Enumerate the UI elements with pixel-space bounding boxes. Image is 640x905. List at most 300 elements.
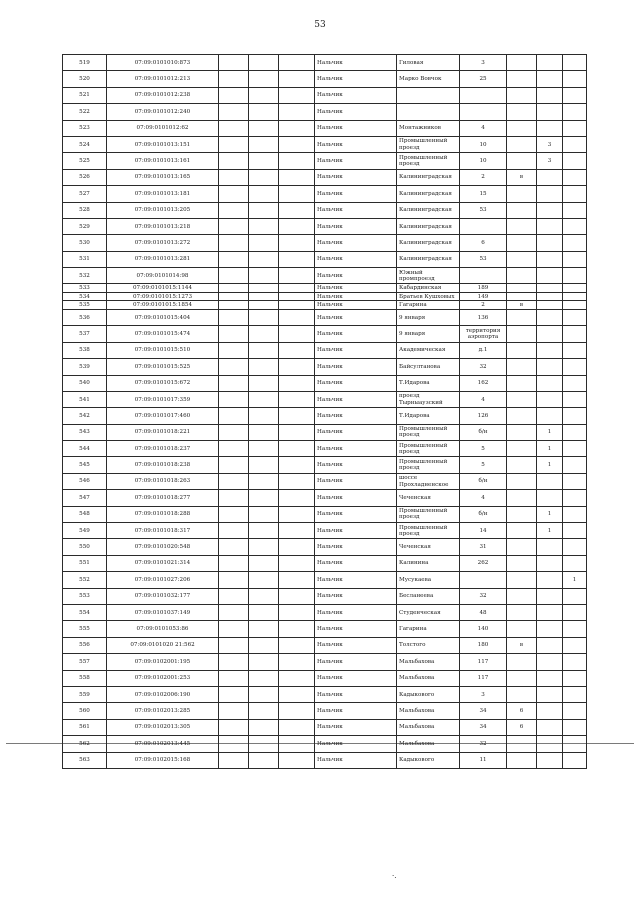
cell-building: [507, 523, 537, 539]
cell-street: [397, 87, 460, 103]
cell-unit: [537, 218, 563, 234]
cell-house: 5: [460, 441, 507, 457]
cell-building: [507, 473, 537, 489]
cell-house: 140: [460, 621, 507, 637]
cell-cadastral-number: 07:09:0101032:177: [107, 588, 219, 604]
cell-building: [507, 605, 537, 621]
cell-cadastral-number: 07:09:0102013:285: [107, 703, 219, 719]
cell-blank: [249, 752, 279, 768]
cell-blank: [219, 588, 249, 604]
cell-blank: [249, 637, 279, 653]
cell-unit: [537, 391, 563, 407]
cell-city: Нальчик: [315, 104, 397, 120]
cell-city: Нальчик: [315, 391, 397, 407]
cell-street: Академическая: [397, 342, 460, 358]
cell-blank: [279, 375, 315, 391]
cell-blank: [219, 752, 249, 768]
cell-cadastral-number: 07:09:0101018:317: [107, 523, 219, 539]
cell-blank: [219, 309, 249, 325]
cell-house: 4: [460, 391, 507, 407]
cell-unit: [537, 408, 563, 424]
table-row: [63, 424, 587, 440]
cell-blank: [279, 120, 315, 136]
cell-city: Нальчик: [315, 654, 397, 670]
table-row: [63, 326, 587, 342]
table-row: [63, 292, 587, 301]
cell-number: 535: [63, 301, 107, 310]
table-row: [63, 441, 587, 457]
cell-street: Калининградская: [397, 235, 460, 251]
cell-blank: [249, 309, 279, 325]
cell-number: 558: [63, 670, 107, 686]
cell-number: 562: [63, 736, 107, 752]
table-row: [63, 87, 587, 103]
cell-extra: [563, 490, 587, 506]
cell-blank: [249, 736, 279, 752]
cell-street: Промышленный проезд: [397, 457, 460, 473]
cell-number: 542: [63, 408, 107, 424]
table-row: [63, 490, 587, 506]
cell-city: Нальчик: [315, 169, 397, 185]
cell-house: 4: [460, 490, 507, 506]
cell-blank: [249, 71, 279, 87]
cell-blank: [219, 55, 249, 71]
cell-number: 528: [63, 202, 107, 218]
cell-house: территория аэропорта: [460, 326, 507, 342]
cell-blank: [279, 621, 315, 637]
cell-street: Мусукаева: [397, 572, 460, 588]
cell-building: в: [507, 169, 537, 185]
cell-building: [507, 555, 537, 571]
cell-extra: [563, 71, 587, 87]
cell-cadastral-number: 07:09:0101014:98: [107, 268, 219, 284]
cell-building: [507, 539, 537, 555]
cell-building: [507, 752, 537, 768]
cell-unit: [537, 301, 563, 310]
cell-blank: [219, 391, 249, 407]
cell-blank: [219, 457, 249, 473]
cell-cadastral-number: 07:09:0101021:314: [107, 555, 219, 571]
cell-blank: [219, 605, 249, 621]
cell-blank: [279, 441, 315, 457]
cell-number: 546: [63, 473, 107, 489]
cell-blank: [219, 473, 249, 489]
cell-blank: [219, 719, 249, 735]
cell-blank: [279, 736, 315, 752]
cell-blank: [279, 326, 315, 342]
cell-blank: [249, 120, 279, 136]
cell-blank: [279, 309, 315, 325]
cell-house: 32: [460, 359, 507, 375]
cell-street: Т.Идарова: [397, 375, 460, 391]
cell-street: Монтажников: [397, 120, 460, 136]
cell-number: 537: [63, 326, 107, 342]
table-row: [63, 309, 587, 325]
cell-unit: [537, 736, 563, 752]
cell-building: [507, 55, 537, 71]
cell-street: Студенческая: [397, 605, 460, 621]
cell-blank: [219, 441, 249, 457]
cell-blank: [249, 621, 279, 637]
cell-cadastral-number: 07:09:0101013:161: [107, 153, 219, 169]
cell-extra: [563, 457, 587, 473]
cell-blank: [249, 218, 279, 234]
cell-building: [507, 490, 537, 506]
cell-blank: [219, 670, 249, 686]
cell-house: 117: [460, 670, 507, 686]
table-row: [63, 572, 587, 588]
cell-blank: [249, 441, 279, 457]
cell-street: Кадыкового: [397, 752, 460, 768]
cell-unit: [537, 55, 563, 71]
cell-city: Нальчик: [315, 670, 397, 686]
cell-blank: [279, 424, 315, 440]
cell-city: Нальчик: [315, 555, 397, 571]
cell-blank: [279, 670, 315, 686]
cell-cadastral-number: 07:09:0101015:672: [107, 375, 219, 391]
cell-building: [507, 120, 537, 136]
cell-building: в: [507, 301, 537, 310]
cell-city: Нальчик: [315, 301, 397, 310]
cell-unit: 1: [537, 441, 563, 457]
cell-street: [397, 104, 460, 120]
table-row: [63, 268, 587, 284]
cell-street: проезд Тырныаузский: [397, 391, 460, 407]
cell-number: 541: [63, 391, 107, 407]
cell-blank: [279, 251, 315, 267]
cell-house: 117: [460, 654, 507, 670]
cell-blank: [279, 169, 315, 185]
table-row: [63, 55, 587, 71]
cell-extra: 1: [563, 572, 587, 588]
cell-city: Нальчик: [315, 424, 397, 440]
cell-city: Нальчик: [315, 752, 397, 768]
cell-cadastral-number: 07:09:0101015:474: [107, 326, 219, 342]
cell-building: в: [507, 637, 537, 653]
cell-blank: [279, 235, 315, 251]
cell-unit: [537, 202, 563, 218]
cell-blank: [219, 703, 249, 719]
cell-street: Братьев Кушховых: [397, 292, 460, 301]
cell-blank: [279, 202, 315, 218]
cell-cadastral-number: 07:09:0101015:525: [107, 359, 219, 375]
table-row: [63, 153, 587, 169]
cell-extra: [563, 523, 587, 539]
cell-blank: [219, 572, 249, 588]
cell-street: Калининградская: [397, 169, 460, 185]
cell-blank: [279, 523, 315, 539]
cell-blank: [249, 87, 279, 103]
table-row: [63, 104, 587, 120]
cell-blank: [219, 87, 249, 103]
cell-blank: [219, 301, 249, 310]
cell-street: Бесланеева: [397, 588, 460, 604]
cell-house: 32: [460, 736, 507, 752]
cell-house: 6: [460, 235, 507, 251]
cell-extra: [563, 284, 587, 293]
cell-blank: [279, 218, 315, 234]
cell-blank: [249, 424, 279, 440]
cell-number: 560: [63, 703, 107, 719]
cell-blank: [219, 490, 249, 506]
cell-street: шоссе Прохладненское: [397, 473, 460, 489]
cell-blank: [219, 424, 249, 440]
cell-blank: [249, 359, 279, 375]
cell-cadastral-number: 07:09:0101013:165: [107, 169, 219, 185]
cell-city: Нальчик: [315, 186, 397, 202]
cell-cadastral-number: 07:09:0101013:205: [107, 202, 219, 218]
cell-house: 32: [460, 588, 507, 604]
cell-street: Промышленный проезд: [397, 136, 460, 152]
cell-city: Нальчик: [315, 637, 397, 653]
cell-street: Гагарина: [397, 621, 460, 637]
cell-blank: [279, 719, 315, 735]
cell-street: 9 января: [397, 309, 460, 325]
cell-house: б/н: [460, 473, 507, 489]
cell-extra: [563, 136, 587, 152]
cell-cadastral-number: 07:09:0102013:445: [107, 736, 219, 752]
bottom-mark: ·.: [392, 872, 397, 880]
cell-street: Мальбахова: [397, 670, 460, 686]
cell-blank: [219, 235, 249, 251]
cell-house: б/н: [460, 424, 507, 440]
cell-cadastral-number: 07:09:0101018:288: [107, 506, 219, 522]
cell-blank: [249, 292, 279, 301]
cell-street: Промышленный проезд: [397, 153, 460, 169]
cell-unit: [537, 605, 563, 621]
cell-cadastral-number: 07:09:0101018:238: [107, 457, 219, 473]
cell-blank: [279, 752, 315, 768]
cell-blank: [279, 654, 315, 670]
cell-unit: [537, 654, 563, 670]
table-body: [63, 55, 587, 769]
table-row: [63, 408, 587, 424]
cell-blank: [219, 71, 249, 87]
cell-blank: [249, 153, 279, 169]
cell-extra: [563, 391, 587, 407]
cell-unit: [537, 588, 563, 604]
cell-number: 539: [63, 359, 107, 375]
table-row: [63, 391, 587, 407]
table-row: [63, 301, 587, 310]
table-row: [63, 670, 587, 686]
cell-building: [507, 654, 537, 670]
cell-city: Нальчик: [315, 87, 397, 103]
cell-building: 6: [507, 719, 537, 735]
cell-number: 548: [63, 506, 107, 522]
cell-number: 561: [63, 719, 107, 735]
cell-extra: [563, 719, 587, 735]
cell-cadastral-number: 07:09:0101013:181: [107, 186, 219, 202]
cell-cadastral-number: 07:09:0101015:1273: [107, 292, 219, 301]
cell-cadastral-number: 07:09:0101013:272: [107, 235, 219, 251]
cell-blank: [249, 408, 279, 424]
cell-extra: [563, 752, 587, 768]
cell-blank: [249, 136, 279, 152]
cell-street: Мальбахова: [397, 719, 460, 735]
cell-house: 162: [460, 375, 507, 391]
page-number: 53: [314, 20, 326, 30]
cell-cadastral-number: 07:09:0101017:359: [107, 391, 219, 407]
cell-cadastral-number: 07:09:0101015:1144: [107, 284, 219, 293]
cell-street: Гиловая: [397, 55, 460, 71]
cell-extra: [563, 251, 587, 267]
cell-unit: [537, 473, 563, 489]
table-row: [63, 637, 587, 653]
cell-unit: [537, 670, 563, 686]
cell-blank: [279, 186, 315, 202]
cell-unit: 3: [537, 153, 563, 169]
cell-extra: [563, 670, 587, 686]
cell-blank: [219, 120, 249, 136]
table-row: [63, 703, 587, 719]
cell-extra: [563, 588, 587, 604]
table-row: [63, 621, 587, 637]
table-row: [63, 375, 587, 391]
cell-cadastral-number: 07:09:0101015:404: [107, 309, 219, 325]
cell-city: Нальчик: [315, 153, 397, 169]
cell-street: Калининградская: [397, 186, 460, 202]
cell-blank: [249, 342, 279, 358]
cell-number: 525: [63, 153, 107, 169]
cell-blank: [219, 359, 249, 375]
cell-building: [507, 251, 537, 267]
cell-building: [507, 235, 537, 251]
cell-street: Калининградская: [397, 218, 460, 234]
cell-blank: [219, 375, 249, 391]
cell-house: 5: [460, 457, 507, 473]
table-row: [63, 719, 587, 735]
cell-cadastral-number: 07:09:0101013:218: [107, 218, 219, 234]
cell-city: Нальчик: [315, 703, 397, 719]
cell-building: [507, 342, 537, 358]
cell-blank: [219, 104, 249, 120]
cell-blank: [279, 605, 315, 621]
table-row: [63, 473, 587, 489]
cell-cadastral-number: 07:09:0101037:149: [107, 605, 219, 621]
cell-number: 524: [63, 136, 107, 152]
cell-building: [507, 71, 537, 87]
cell-house: 11: [460, 752, 507, 768]
cell-cadastral-number: 07:09:0101018:237: [107, 441, 219, 457]
cell-unit: [537, 686, 563, 702]
cell-blank: [249, 654, 279, 670]
cell-unit: 3: [537, 136, 563, 152]
cell-extra: [563, 202, 587, 218]
cell-cadastral-number: 07:09:0101053:86: [107, 621, 219, 637]
table-row: [63, 136, 587, 152]
cell-blank: [279, 686, 315, 702]
cell-number: 549: [63, 523, 107, 539]
cell-cadastral-number: 07:09:0101018:277: [107, 490, 219, 506]
cell-house: 189: [460, 284, 507, 293]
cell-city: Нальчик: [315, 292, 397, 301]
cell-blank: [279, 457, 315, 473]
table-row: [63, 202, 587, 218]
cell-house: б/н: [460, 506, 507, 522]
cell-unit: [537, 309, 563, 325]
cell-extra: [563, 424, 587, 440]
cell-blank: [249, 490, 279, 506]
cell-unit: [537, 342, 563, 358]
cell-number: 521: [63, 87, 107, 103]
cell-blank: [279, 301, 315, 310]
cell-number: 522: [63, 104, 107, 120]
cell-building: [507, 621, 537, 637]
cell-number: 555: [63, 621, 107, 637]
cell-extra: [563, 555, 587, 571]
cell-house: 136: [460, 309, 507, 325]
cell-building: [507, 424, 537, 440]
cell-street: Мальбахова: [397, 703, 460, 719]
cell-unit: [537, 621, 563, 637]
cell-extra: [563, 292, 587, 301]
cell-blank: [249, 686, 279, 702]
cell-blank: [279, 703, 315, 719]
cell-blank: [219, 539, 249, 555]
cell-city: Нальчик: [315, 309, 397, 325]
cell-extra: [563, 235, 587, 251]
cell-extra: [563, 686, 587, 702]
cell-blank: [219, 506, 249, 522]
cell-city: Нальчик: [315, 506, 397, 522]
cell-unit: [537, 87, 563, 103]
cell-blank: [249, 326, 279, 342]
cell-blank: [279, 555, 315, 571]
cell-city: Нальчик: [315, 719, 397, 735]
cell-city: Нальчик: [315, 71, 397, 87]
table-row: [63, 235, 587, 251]
cell-number: 523: [63, 120, 107, 136]
cell-cadastral-number: 07:09:0101020:548: [107, 539, 219, 555]
cell-blank: [279, 490, 315, 506]
cell-house: [460, 268, 507, 284]
cell-extra: [563, 605, 587, 621]
cell-extra: [563, 218, 587, 234]
cell-extra: [563, 359, 587, 375]
cell-unit: [537, 490, 563, 506]
cell-building: [507, 588, 537, 604]
cell-blank: [219, 654, 249, 670]
cell-house: 31: [460, 539, 507, 555]
cell-blank: [279, 506, 315, 522]
cell-blank: [249, 572, 279, 588]
cell-blank: [249, 670, 279, 686]
cell-unit: [537, 235, 563, 251]
cell-building: [507, 87, 537, 103]
cell-street: Кабардинская: [397, 284, 460, 293]
cell-blank: [219, 202, 249, 218]
cell-cadastral-number: 07:09:0101012:213: [107, 71, 219, 87]
cell-cadastral-number: 07:09:0101015:510: [107, 342, 219, 358]
cell-blank: [279, 342, 315, 358]
cell-unit: [537, 359, 563, 375]
cell-blank: [219, 555, 249, 571]
table-row: [63, 457, 587, 473]
cell-city: Нальчик: [315, 686, 397, 702]
cell-house: 10: [460, 153, 507, 169]
cell-blank: [279, 268, 315, 284]
cell-number: 556: [63, 637, 107, 653]
cell-blank: [249, 186, 279, 202]
cell-city: Нальчик: [315, 202, 397, 218]
table-row: [63, 752, 587, 768]
cell-building: [507, 186, 537, 202]
cell-city: Нальчик: [315, 359, 397, 375]
cell-blank: [219, 621, 249, 637]
cell-blank: [279, 55, 315, 71]
cell-house: 25: [460, 71, 507, 87]
